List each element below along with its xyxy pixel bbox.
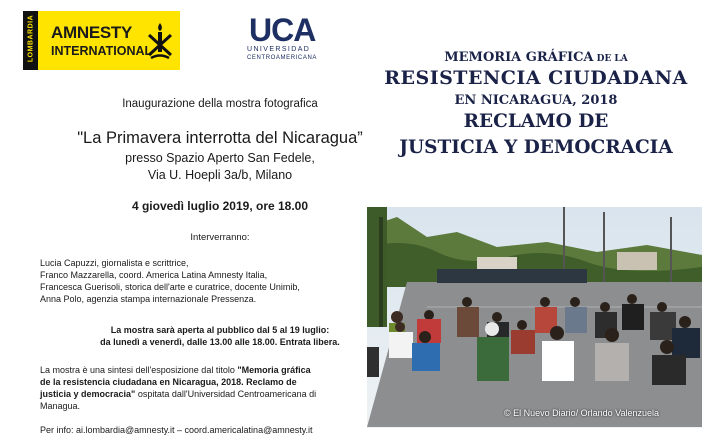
free-entry: Entrata libera. bbox=[279, 337, 340, 347]
description-title-part: "Memoria gráfica bbox=[237, 365, 311, 375]
photo-credit: © El Nuevo Diario/ Orlando Valenzuela bbox=[504, 408, 660, 418]
description-line2: de la resistencia ciudadana en Nicaragua, 2018. Reclamo de bbox=[40, 377, 297, 387]
amnesty-region: LOMBARDIA bbox=[27, 14, 35, 63]
opening-dates: La mostra sarà aperta al pubblico dal 5 al 19 luglio: bbox=[110, 325, 330, 335]
speaker-item: Anna Polo, agenzia stampa internazionale Pressenza. bbox=[40, 294, 257, 304]
uca-logo-line2: CENTROAMERICANA bbox=[247, 55, 318, 61]
description-line1 bbox=[40, 365, 311, 375]
speaker-item: Francesca Guerisoli, storica dell'arte e curatrice, docente Unimib, bbox=[40, 282, 300, 292]
protest-scene-illustration bbox=[367, 207, 702, 428]
poster-title-small: DE LA bbox=[593, 54, 628, 64]
amnesty-region-strip bbox=[23, 11, 38, 70]
contact-info: Per info: ai.lombardia@amnesty.it – coord.americalatina@amnesty.it bbox=[40, 425, 313, 435]
event-date: 4 giovedì luglio 2019, ore 18.00 bbox=[131, 199, 309, 213]
poster-title-line5: JUSTICIA Y DEMOCRACIA bbox=[399, 137, 673, 158]
description-text: ospitata dall'Universidad Centroamericana di bbox=[135, 389, 317, 399]
amnesty-logo bbox=[23, 11, 180, 70]
description-title-part: justicia y democracia" bbox=[40, 389, 136, 399]
poster-title-text: MEMORIA GRÁFICA bbox=[444, 50, 594, 65]
poster-title-line4: RECLAMO DE bbox=[463, 111, 609, 132]
description-text: La mostra è una sintesi dell'esposizione dal titolo bbox=[40, 365, 238, 375]
poster-title-line3: EN NICARAGUA, 2018 bbox=[454, 93, 618, 108]
amnesty-wordmark-line1: AMNESTY bbox=[51, 23, 133, 42]
poster-title-line2: RESISTENCIA CIUDADANA bbox=[384, 67, 688, 89]
protest-photo bbox=[367, 207, 702, 428]
venue-line2: Via U. Hoepli 3a/b, Milano bbox=[147, 168, 293, 182]
invite-intro: Inaugurazione della mostra fotografica bbox=[122, 98, 318, 110]
description-line3 bbox=[40, 389, 316, 399]
venue-line1: presso Spazio Aperto San Fedele, bbox=[125, 151, 315, 165]
description-line4: Managua. bbox=[40, 401, 81, 411]
candle-icon bbox=[147, 21, 173, 61]
opening-hours-bold: da lunedì a venerdì, dalle 13.00 alle 18.00. bbox=[100, 337, 278, 347]
speakers-heading: Interverranno: bbox=[190, 232, 250, 243]
uca-logo: UCA bbox=[249, 12, 316, 48]
speaker-item: Franco Mazzarella, coord. America Latina Amnesty Italia, bbox=[40, 270, 268, 280]
amnesty-wordmark-line2: INTERNATIONAL bbox=[51, 44, 153, 58]
poster-title-line1 bbox=[366, 50, 706, 65]
opening-hours bbox=[20, 337, 420, 347]
speaker-item: Lucia Capuzzi, giornalista e scrittrice, bbox=[40, 258, 189, 268]
exhibition-title: "La Primavera interrotta del Nicaragua” bbox=[77, 129, 363, 147]
uca-logo-line1: UNIVERSIDAD bbox=[247, 46, 311, 53]
